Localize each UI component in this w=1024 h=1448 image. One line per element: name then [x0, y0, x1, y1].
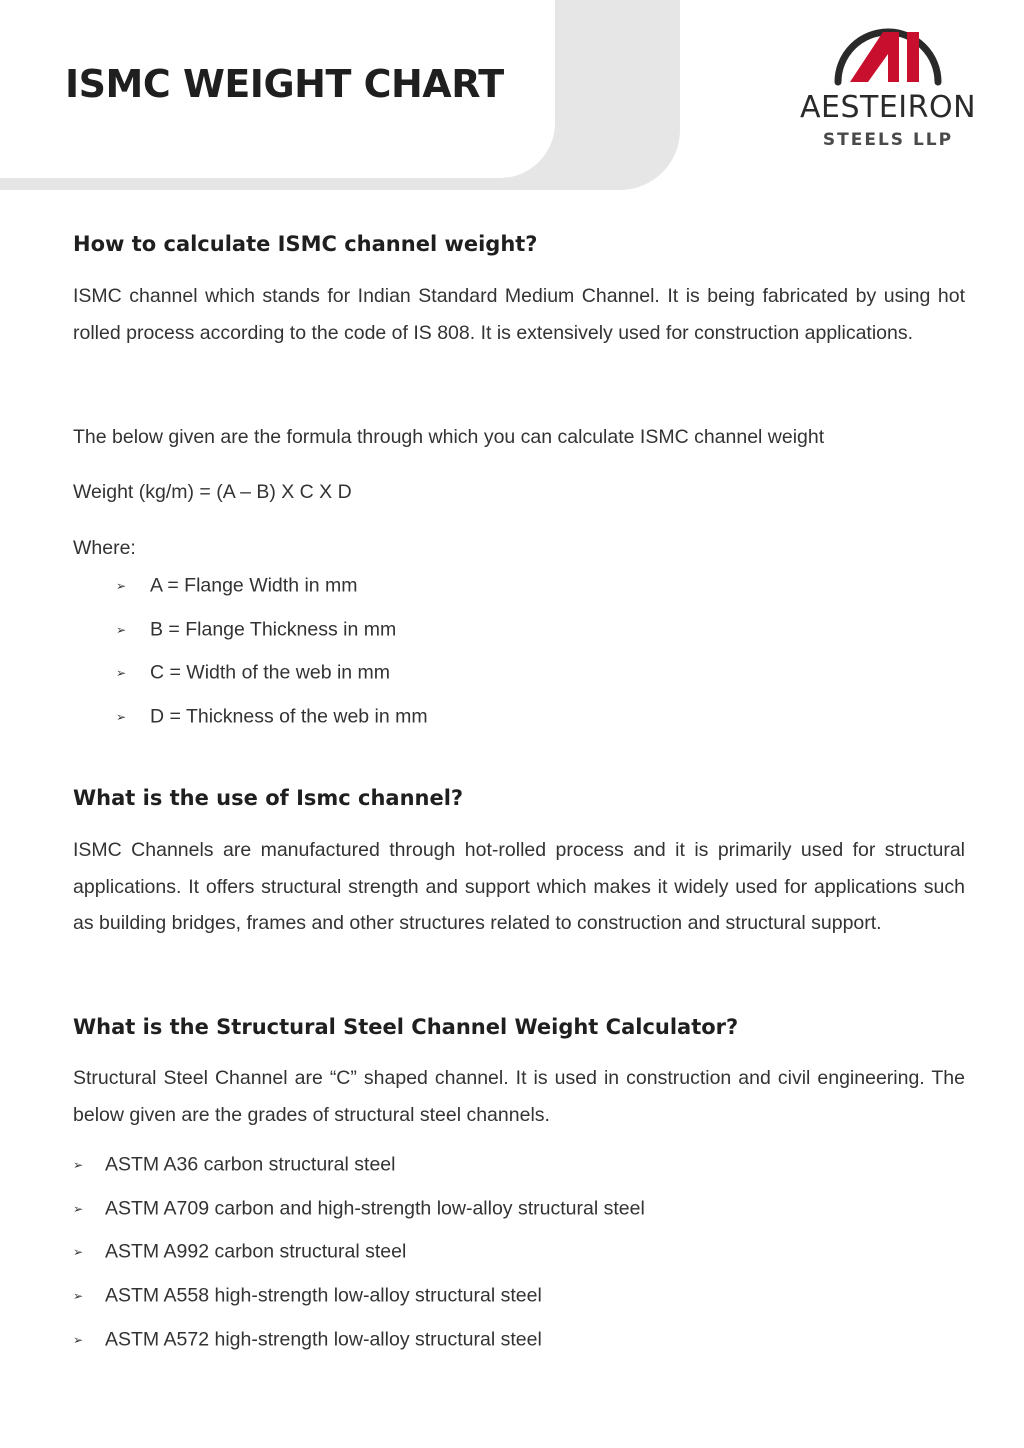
arrowhead-bullet-icon: ➢	[73, 1201, 84, 1216]
brand-subtitle: STEELS LLP	[822, 130, 954, 150]
list-item: ➢ ASTM A36 carbon structural steel	[73, 1153, 396, 1176]
arrowhead-bullet-icon: ➢	[73, 1288, 84, 1303]
arrowhead-bullet-icon: ➢	[116, 709, 127, 724]
arrowhead-bullet-icon: ➢	[116, 622, 127, 637]
list-item: ➢ A = Flange Width in mm	[116, 574, 358, 597]
arrowhead-bullet-icon: ➢	[116, 578, 127, 593]
list-item: ➢ ASTM A709 carbon and high-strength low-alloy structural steel	[73, 1197, 645, 1220]
section-paragraph-calculate: ISMC channel which stands for Indian Standard Medium Channel. It is being fabricated by using hot rolled process according to the code of IS 808. It is extensively used for construction applications.	[73, 285, 965, 344]
brand-name: AESTEIRON	[799, 90, 977, 125]
list-item: ➢ ASTM A572 high-strength low-alloy structural steel	[73, 1328, 542, 1351]
arrowhead-bullet-icon: ➢	[73, 1157, 84, 1172]
list-item: ➢ C = Width of the web in mm	[116, 661, 391, 684]
section-heading-use: What is the use of Ismc channel?	[73, 786, 464, 810]
arrowhead-bullet-icon: ➢	[73, 1332, 84, 1347]
where-label: Where:	[73, 537, 136, 559]
section-heading-calculate: How to calculate ISMC channel weight?	[73, 232, 538, 256]
company-logo	[786, 14, 990, 154]
list-item: ➢ B = Flange Thickness in mm	[116, 618, 397, 641]
page-title: ISMC WEIGHT CHART	[65, 62, 504, 106]
list-item: ➢ D = Thickness of the web in mm	[116, 705, 428, 728]
list-item: ➢ ASTM A992 carbon structural steel	[73, 1240, 407, 1263]
arrowhead-bullet-icon: ➢	[116, 665, 127, 680]
logo-mark-icon	[826, 14, 950, 88]
section-paragraph-calculator: Structural Steel Channel are “C” shaped channel. It is used in construction and civil engineering. The below given are the grades of structural steel channels.	[73, 1067, 965, 1126]
formula: Weight (kg/m) = (A – B) X C X D	[73, 481, 352, 503]
list-item: ➢ ASTM A558 high-strength low-alloy structural steel	[73, 1284, 542, 1307]
formula-intro: The below given are the formula through which you can calculate ISMC channel weight	[73, 426, 825, 448]
section-heading-calculator: What is the Structural Steel Channel Weight Calculator?	[73, 1015, 739, 1039]
section-paragraph-use: ISMC Channels are manufactured through hot-rolled process and it is primarily used for structural applications. It offers structural strength and support which makes it widely used for applications such as building bridges, frames and other structures related to construction and structural support.	[73, 839, 965, 934]
arrowhead-bullet-icon: ➢	[73, 1244, 84, 1259]
